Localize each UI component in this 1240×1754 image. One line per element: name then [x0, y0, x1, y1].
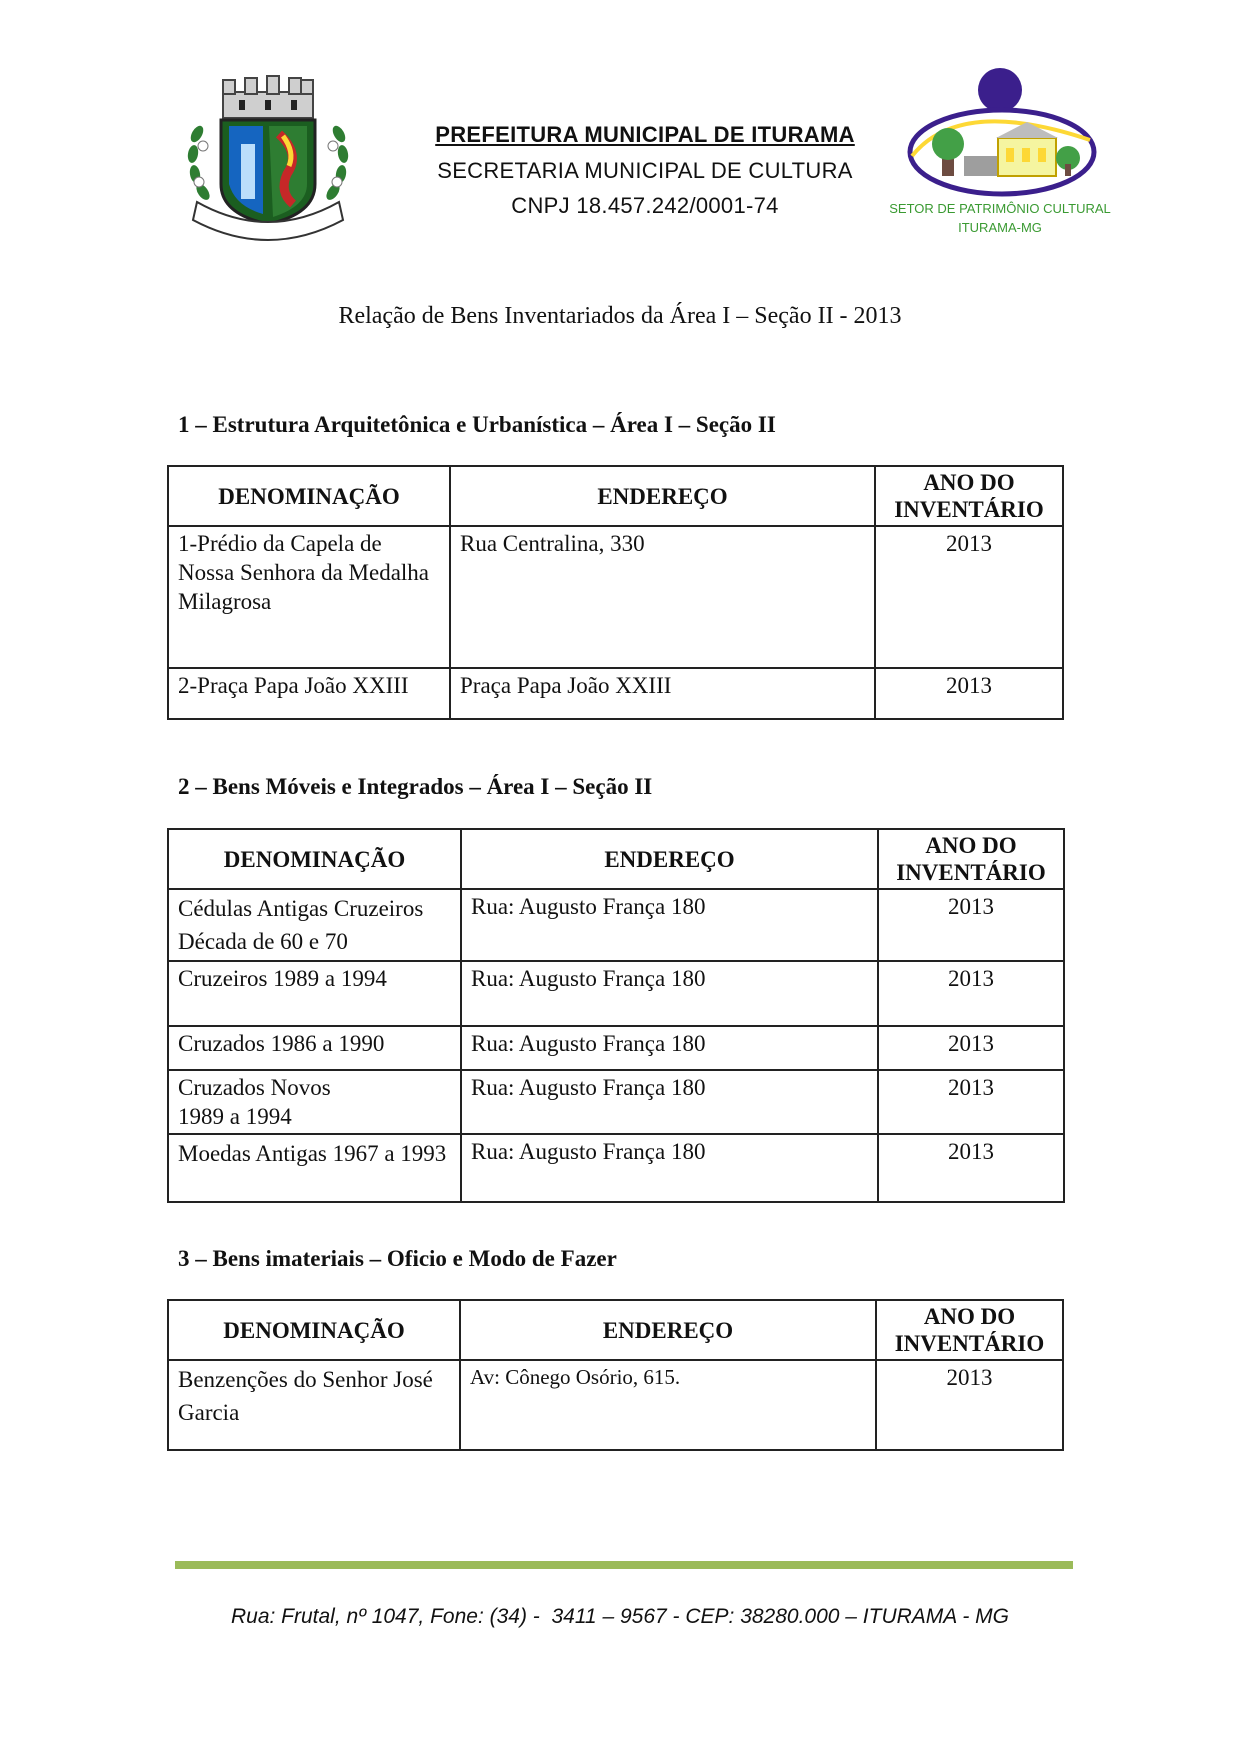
- cell-name: Cruzeiros 1989 a 1994: [168, 961, 461, 1026]
- column-header-name: DENOMINAÇÃO: [168, 1300, 460, 1360]
- org-name: PREFEITURA MUNICIPAL DE ITURAMA: [435, 122, 855, 147]
- cell-year: 2013: [878, 1026, 1064, 1070]
- logo-caption-line1: SETOR DE PATRIMÔNIO CULTURAL: [889, 201, 1111, 216]
- table-row: [168, 961, 1064, 1026]
- table-row: [168, 1026, 1064, 1070]
- cell-year: 2013: [878, 961, 1064, 1026]
- cell-address: Av: Cônego Osório, 615.: [460, 1360, 876, 1450]
- cell-address: Rua: Augusto França 180: [461, 889, 878, 961]
- column-header-name: DENOMINAÇÃO: [168, 466, 450, 526]
- section-1-table: [167, 465, 1064, 720]
- cell-name: Cédulas Antigas Cruzeiros Década de 60 e 70: [168, 889, 461, 961]
- cell-year: 2013: [878, 889, 1064, 961]
- cell-name: Cruzados 1986 a 1990: [168, 1026, 461, 1070]
- patrimonio-cultural-logo: [900, 66, 1100, 206]
- column-header-year: ANO DO INVENTÁRIO: [875, 466, 1063, 526]
- table-row: [168, 889, 1064, 961]
- municipal-crest-logo: [183, 74, 353, 244]
- cell-year: 2013: [875, 526, 1063, 668]
- table-row: [168, 526, 1063, 668]
- table-row: [168, 1360, 1063, 1450]
- footer-divider: [175, 1561, 1073, 1569]
- column-header-address: ENDEREÇO: [450, 466, 875, 526]
- column-header-year: ANO DO INVENTÁRIO: [878, 829, 1064, 889]
- table-header-row: [168, 829, 1064, 889]
- cell-year: 2013: [875, 668, 1063, 719]
- logo-caption-line2: ITURAMA-MG: [958, 220, 1042, 235]
- cell-address: Rua Centralina, 330: [450, 526, 875, 668]
- cell-year: 2013: [876, 1360, 1063, 1450]
- footer-address: Rua: Frutal, nº 1047, Fone: (34) - 3411 – 9567 - CEP: 38280.000 – ITURAMA - MG: [230, 1605, 1010, 1628]
- cell-address: Rua: Augusto França 180: [461, 961, 878, 1026]
- cell-address: Rua: Augusto França 180: [461, 1070, 878, 1134]
- cell-year: 2013: [878, 1134, 1064, 1202]
- section-3-heading: 3 – Bens imateriais – Oficio e Modo de Fazer: [178, 1246, 617, 1271]
- cell-name: 2-Praça Papa João XXIII: [168, 668, 450, 719]
- section-2-table: [167, 828, 1065, 1203]
- column-header-year: ANO DO INVENTÁRIO: [876, 1300, 1063, 1360]
- column-header-address: ENDEREÇO: [461, 829, 878, 889]
- cell-address: Rua: Augusto França 180: [461, 1026, 878, 1070]
- table-row: [168, 668, 1063, 719]
- cell-address: Praça Papa João XXIII: [450, 668, 875, 719]
- cell-name: Cruzados Novos 1989 a 1994: [168, 1070, 461, 1134]
- section-3-table: [167, 1299, 1064, 1451]
- document-title: Relação de Bens Inventariados da Área I – Seção II - 2013: [338, 303, 902, 329]
- cell-year: 2013: [878, 1070, 1064, 1134]
- cnpj: CNPJ 18.457.242/0001-74: [511, 193, 779, 218]
- table-row: [168, 1070, 1064, 1134]
- cell-address: Rua: Augusto França 180: [461, 1134, 878, 1202]
- column-header-address: ENDEREÇO: [460, 1300, 876, 1360]
- table-header-row: [168, 466, 1063, 526]
- cell-name: 1-Prédio da Capela de Nossa Senhora da Medalha Milagrosa: [168, 526, 450, 668]
- cell-name: Moedas Antigas 1967 a 1993: [168, 1134, 461, 1202]
- table-row: [168, 1134, 1064, 1202]
- table-header-row: [168, 1300, 1063, 1360]
- cell-name: Benzenções do Senhor José Garcia: [168, 1360, 460, 1450]
- section-1-heading: 1 – Estrutura Arquitetônica e Urbanística – Área I – Seção II: [178, 412, 776, 437]
- section-2-heading: 2 – Bens Móveis e Integrados – Área I – Seção II: [178, 774, 653, 799]
- column-header-name: DENOMINAÇÃO: [168, 829, 461, 889]
- department-name: SECRETARIA MUNICIPAL DE CULTURA: [437, 158, 853, 183]
